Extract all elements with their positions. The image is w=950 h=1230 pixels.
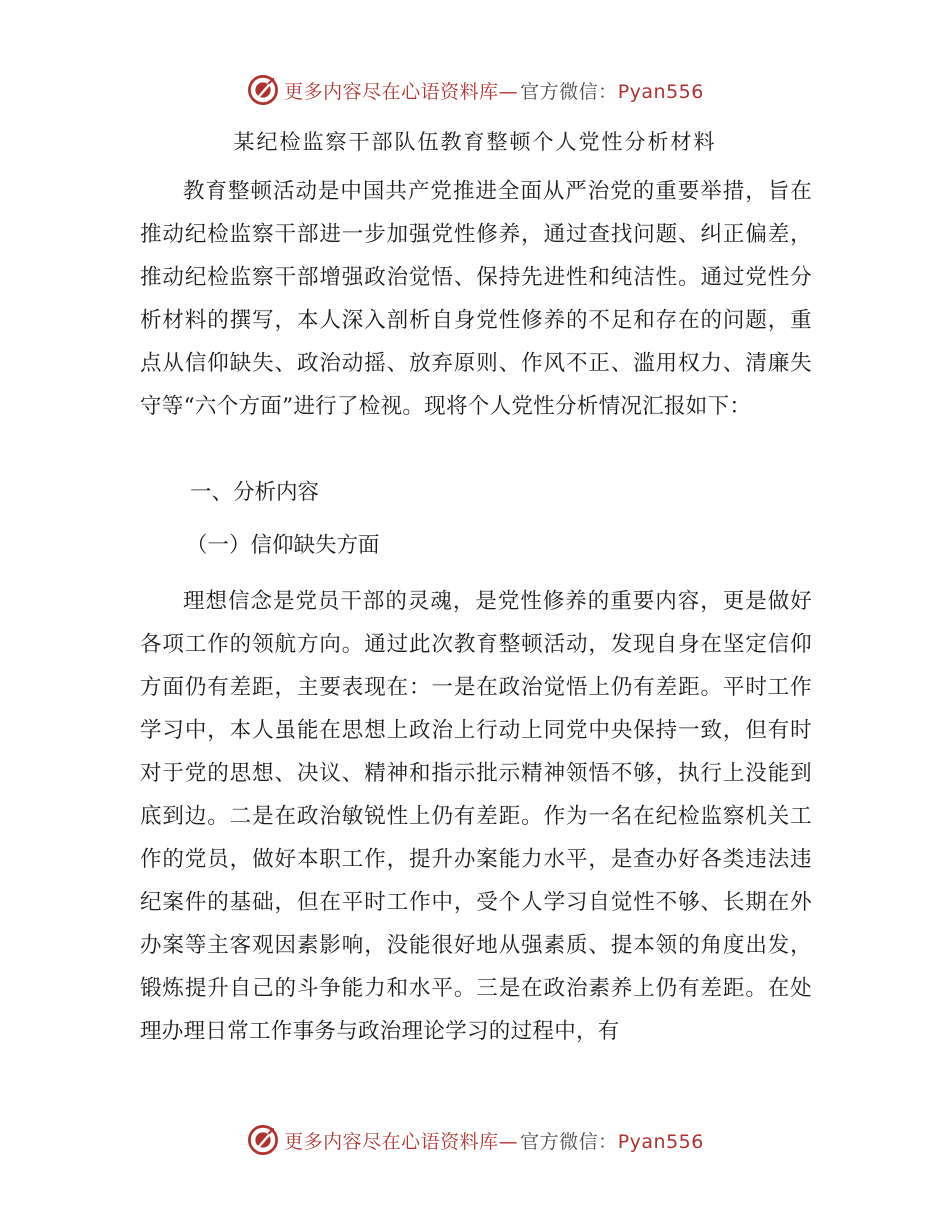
watermark-text: 更多内容尽在心语资料库— [284,80,519,103]
wechat-label: 官方微信： [520,80,618,103]
document-title: 某纪检监察干部队伍教育整顿个人党性分析材料 [233,130,717,154]
watermark-wechat [520,77,704,104]
watermark-banner-bottom [0,1120,950,1160]
intro-paragraph: 教育整顿活动是中国共产党推进全面从严治党的重要举措，旨在推动纪检监察干部进一步加强党性修养，通过查找问题、纠正偏差，推动纪检监察干部增强政治觉悟、保持先进性和纯洁性。通过党性分析材料的撰写，本人深入剖析自身党性修养的不足和存在的问题，重点从信仰缺失、政治动摇、放弃原则、作风不正、滥用权力、清廉失守等“六个方面”进行了检视。现将个人党性分析情况汇报如下： [140,179,812,419]
watermark-banner-top [0,70,950,110]
subsection-body-paragraph: 理想信念是党员干部的灵魂，是党性修养的重要内容，更是做好各项工作的领航方向。通过此次教育整顿活动，发现自身在坚定信仰方面仍有差距，主要表现在：一是在政治觉悟上仍有差距。平时工作学习中，本人虽能在思想上政治上行动上同党中央保持一致，但有时对于党的思想、决议、精神和指示批示精神领悟不够，执行上没能到底到边。二是在政治敏锐性上仍有差距。作为一名在纪检监察机关工作的党员，做好本职工作，提升办案能力水平，是查办好各类违法违纪案件的基础，但在平时工作中，受个人学习自觉性不够、长期在外办案等主客观因素影响，没能很好地从强素质、提本领的角度出发，锻炼提升自己的斗争能力和水平。三是在政治素养上仍有差距。在处理办理日常工作事务与政治理论学习的过程中，有 [140,589,812,1044]
wechat-account: Pyan556 [617,80,704,103]
wechat-label: 官方微信： [520,1130,618,1153]
section-heading: 一、分析内容 [190,480,320,505]
subsection-heading: （一）信仰缺失方面 [186,533,380,558]
seal-logo-icon [246,1123,280,1157]
wechat-account: Pyan556 [617,1130,704,1153]
watermark-text: 更多内容尽在心语资料库— [284,1130,519,1153]
watermark-wechat [520,1127,704,1154]
seal-logo-icon [246,73,280,107]
